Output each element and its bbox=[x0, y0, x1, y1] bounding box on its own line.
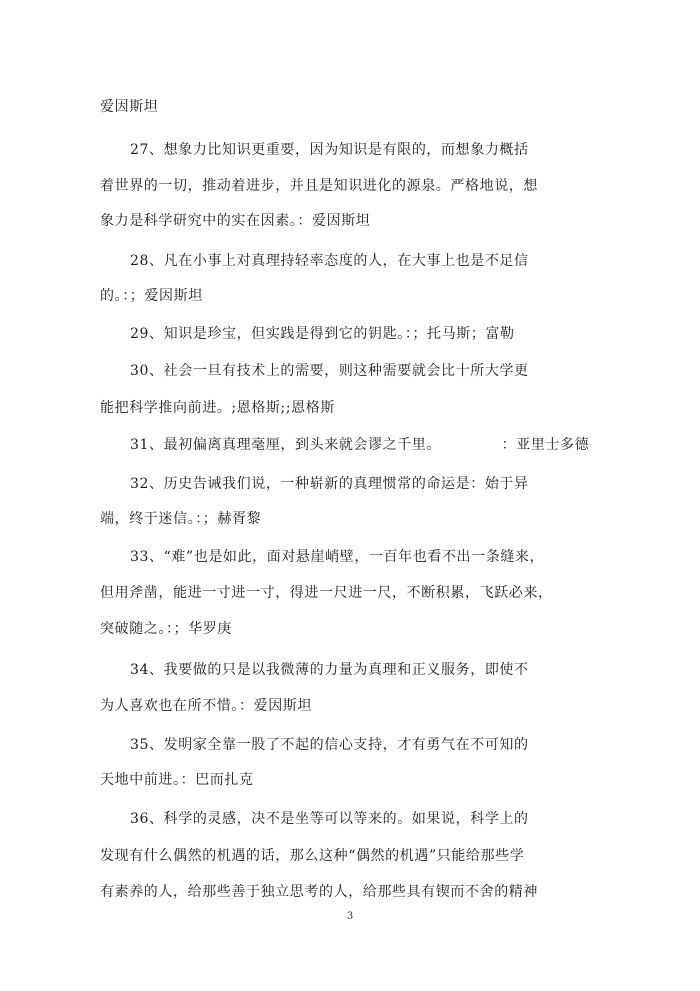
text-line: 32、历史告诫我们说，一种崭新的真理惯常的命运是：始于异 bbox=[130, 476, 529, 492]
text-line: 端，终于迷信。：；赫胥黎 bbox=[100, 511, 262, 527]
text-line: 着世界的一切，推动着进步，并且是知识进化的源泉。严格地说，想 bbox=[100, 178, 538, 194]
text-line: 能把科学推向前进。;恩格斯;;恩格斯 bbox=[100, 400, 335, 416]
text-line: 27、想象力比知识更重要，因为知识是有限的，而想象力概括 bbox=[130, 142, 529, 158]
text-line: 33、“难”也是如此，面对悬崖峭壁，一百年也看不出一条缝来， bbox=[130, 549, 545, 565]
page-number: 3 bbox=[346, 911, 354, 922]
text-line: 36、科学的灵感，决不是坐等可以等来的。如果说，科学上的 bbox=[130, 811, 529, 827]
text-line: 35、发明家全靠一股了不起的信心支持，才有勇气在不可知的 bbox=[130, 737, 529, 753]
text-line: 发现有什么偶然的机遇的话，那么这种“偶然的机遇”只能给那些学 bbox=[100, 848, 525, 864]
text-line: 29、知识是珍宝，但实践是得到它的钥匙。：；托马斯；富勒 bbox=[130, 326, 515, 342]
text-line: 突破随之。：；华罗庚 bbox=[100, 621, 232, 637]
text-line: 的。：；爱因斯坦 bbox=[100, 288, 203, 304]
text-line: 象力是科学研究中的实在因素。：爱因斯坦 bbox=[100, 213, 371, 229]
text-line: 31、最初偏离真理毫厘，到头来就会谬之千里。 ：亚里士多德 bbox=[130, 437, 590, 453]
text-line: 但用斧凿，能进一寸进一寸，得进一尺进一尺，不断积累，飞跃必来， bbox=[100, 585, 553, 601]
text-line: 天地中前进。：巴而扎克 bbox=[100, 772, 254, 788]
text-line: 有素养的人，给那些善于独立思考的人，给那些具有锲而不舍的精神 bbox=[100, 884, 538, 900]
text-line: 28、凡在小事上对真理持轻率态度的人，在大事上也是不足信 bbox=[130, 253, 529, 269]
text-line: 为人喜欢也在所不惜。：爱因斯坦 bbox=[100, 698, 312, 714]
text-line: 爱因斯坦 bbox=[100, 99, 159, 115]
text-line: 34、我要做的只是以我微薄的力量为真理和正义服务，即使不 bbox=[130, 662, 529, 678]
text-line: 30、社会一旦有技术上的需要，则这种需要就会比十所大学更 bbox=[130, 363, 529, 379]
